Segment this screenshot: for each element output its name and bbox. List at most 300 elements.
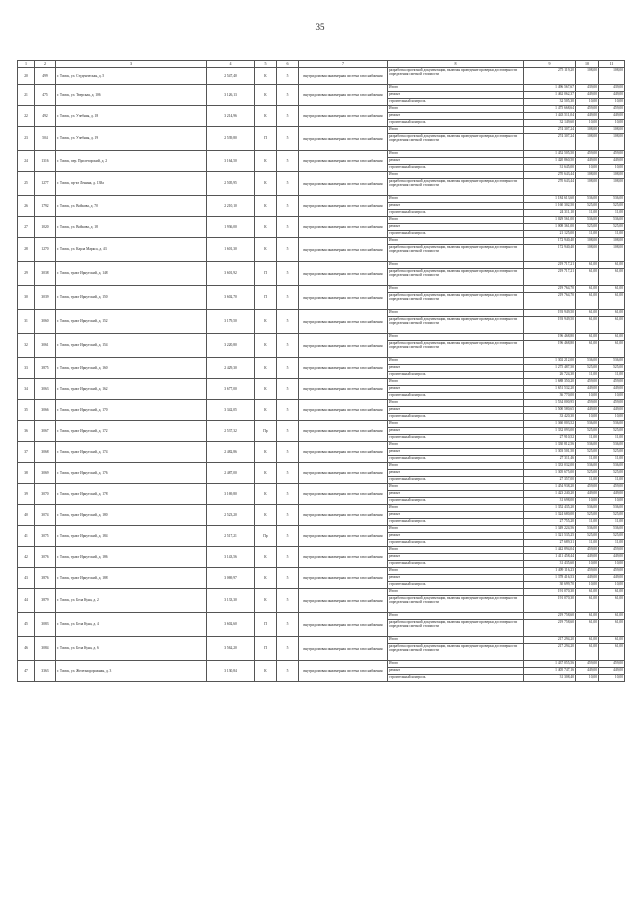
house-id: 1316 <box>35 151 56 172</box>
unit-cost: 11,00 <box>576 456 599 463</box>
wall-type: К <box>255 484 277 505</box>
work-type: ремонт <box>388 158 524 165</box>
work-type: строительный контроль <box>388 582 524 589</box>
address: г. Томск, тракт Иркутский, д. 162 <box>56 379 207 400</box>
unit-cost: 525,00 <box>576 449 599 456</box>
cost: 1 160 302,50 <box>524 203 576 210</box>
address: г. Томск, тракт Иркутский, д. 186 <box>56 547 207 568</box>
row-number: 27 <box>18 217 35 238</box>
floors: 5 <box>277 421 299 442</box>
unit-cost: 536,00 <box>576 358 599 365</box>
engineering-system: внутридомовая инженерная система газоснабжения <box>299 127 388 151</box>
address: г. Томск, ул. Войкова, д. 70 <box>56 196 207 217</box>
row-number: 31 <box>18 310 35 334</box>
engineering-system: внутридомовая инженерная система газоснабжения <box>299 262 388 286</box>
address: г. Томск, ул. Бела Куна, д. 4 <box>56 613 207 637</box>
area: 1 936,00 <box>207 217 255 238</box>
unit-cost: 61,00 <box>576 341 599 358</box>
house-id: 3083 <box>35 613 56 637</box>
unit-cost: 536,00 <box>576 442 599 449</box>
cost: 219 764,70 <box>524 286 576 293</box>
house-id: 3039 <box>35 286 56 310</box>
cost: 219 758,60 <box>524 613 576 620</box>
work-type: разработка проектной документации, включая проведение проверки достоверности определения сметной стоимости <box>388 644 524 661</box>
work-type: ремонт <box>388 512 524 519</box>
house-id: 492 <box>35 106 56 127</box>
wall-type: К <box>255 661 277 682</box>
wall-type: К <box>255 238 277 262</box>
work-type: строительный контроль <box>388 519 524 526</box>
max-unit-cost: 536,00 <box>599 442 625 449</box>
floors: 5 <box>277 238 299 262</box>
unit-cost: 61,00 <box>576 613 599 620</box>
wall-type: К <box>255 442 277 463</box>
row-number: 20 <box>18 68 35 85</box>
floors: 5 <box>277 85 299 106</box>
max-unit-cost: 459,00 <box>599 106 625 113</box>
floors: 5 <box>277 661 299 682</box>
engineering-system: внутридомовая инженерная система газоснабжения <box>299 637 388 661</box>
work-type: ремонт <box>388 533 524 540</box>
work-type: Итого <box>388 661 524 668</box>
cost: 1 500 580,65 <box>524 407 576 414</box>
table-row <box>18 379 625 386</box>
floors: 5 <box>277 196 299 217</box>
max-unit-cost: 108,00 <box>599 127 625 134</box>
table-row <box>18 442 625 449</box>
max-unit-cost: 10,00 <box>599 165 625 172</box>
address: г. Томск, тракт Иркутский, д. 160 <box>56 358 207 379</box>
max-unit-cost: 449,00 <box>599 92 625 99</box>
cost: 274 307,24 <box>524 134 576 151</box>
unit-cost: 61,00 <box>576 644 599 661</box>
unit-cost: 61,00 <box>576 286 599 293</box>
work-type: разработка проектной документации, включая проведение проверки достоверности определения сметной стоимости <box>388 245 524 262</box>
table-row <box>18 547 625 554</box>
engineering-system: внутридомовая инженерная система газоснабжения <box>299 286 388 310</box>
area: 3 342,05 <box>207 400 255 421</box>
max-unit-cost: 10,00 <box>599 99 625 106</box>
unit-cost: 10,00 <box>576 498 599 505</box>
max-unit-cost: 536,00 <box>599 358 625 365</box>
engineering-system: внутридомовая инженерная система газоснабжения <box>299 106 388 127</box>
max-unit-cost: 61,00 <box>599 589 625 596</box>
floors: 5 <box>277 442 299 463</box>
work-type: ремонт <box>388 92 524 99</box>
row-number: 45 <box>18 613 35 637</box>
header-cell: 1 <box>18 61 35 68</box>
work-type: разработка проектной документации, включая проведение проверки достоверности определения сметной стоимости <box>388 596 524 613</box>
unit-cost: 536,00 <box>576 463 599 470</box>
work-type: строительный контроль <box>388 477 524 484</box>
max-unit-cost: 536,00 <box>599 526 625 533</box>
table-row <box>18 568 625 575</box>
unit-cost: 459,00 <box>576 379 599 386</box>
unit-cost: 108,00 <box>576 68 599 85</box>
work-type: Итого <box>388 310 524 317</box>
engineering-system: внутридомовая инженерная система газоснабжения <box>299 310 388 334</box>
area: 3 133,30 <box>207 589 255 613</box>
max-unit-cost: 61,00 <box>599 293 625 310</box>
cost: 219 717,21 <box>524 262 576 269</box>
max-unit-cost: 439,00 <box>599 85 625 92</box>
house-id: 3063 <box>35 379 56 400</box>
unit-cost: 525,00 <box>576 203 599 210</box>
address: г. Томск, тракт Иркутский, д. 172 <box>56 421 207 442</box>
unit-cost: 449,00 <box>576 113 599 120</box>
max-unit-cost: 525,00 <box>599 512 625 519</box>
address: г. Томск, ул. Бела Куна, д. 2 <box>56 589 207 613</box>
table-row <box>18 217 625 224</box>
cost: 27 755,20 <box>524 519 576 526</box>
max-unit-cost: 459,00 <box>599 151 625 158</box>
header-cell: 3 <box>56 61 207 68</box>
unit-cost: 108,00 <box>576 172 599 179</box>
max-unit-cost: 536,00 <box>599 505 625 512</box>
max-unit-cost: 61,00 <box>599 310 625 317</box>
max-unit-cost: 61,00 <box>599 269 625 286</box>
address: г. Томск, тракт Иркутский, д. 184 <box>56 526 207 547</box>
cost: 191 070,30 <box>524 596 576 613</box>
house-id: 1792 <box>35 196 56 217</box>
engineering-system: внутридомовая инженерная система газоснабжения <box>299 400 388 421</box>
max-unit-cost: 11,00 <box>599 435 625 442</box>
cost: 196 468,80 <box>524 341 576 358</box>
unit-cost: 61,00 <box>576 589 599 596</box>
work-type: ремонт <box>388 491 524 498</box>
max-unit-cost: 536,00 <box>599 196 625 203</box>
unit-cost: 459,00 <box>576 568 599 575</box>
cost: 31 308,40 <box>524 675 576 682</box>
floors: 5 <box>277 568 299 589</box>
unit-cost: 459,00 <box>576 106 599 113</box>
cost: 1 302 212,00 <box>524 358 576 365</box>
work-type: строительный контроль <box>388 210 524 217</box>
floors: 5 <box>277 505 299 526</box>
row-number: 37 <box>18 442 35 463</box>
row-number: 46 <box>18 637 35 661</box>
max-unit-cost: 459,00 <box>599 400 625 407</box>
unit-cost: 108,00 <box>576 134 599 151</box>
max-unit-cost: 10,00 <box>599 675 625 682</box>
work-type: Итого <box>388 238 524 245</box>
unit-cost: 536,00 <box>576 421 599 428</box>
wall-type: К <box>255 68 277 85</box>
row-number: 42 <box>18 547 35 568</box>
table-row <box>18 613 625 620</box>
cost: 1 442 894,04 <box>524 547 576 554</box>
address: г. Томск, ул. Учебная, д. 19 <box>56 127 207 151</box>
cost: 219 758,60 <box>524 620 576 637</box>
cost: 1 349 224,56 <box>524 526 576 533</box>
engineering-system: внутридомовая инженерная система газоснабжения <box>299 547 388 568</box>
row-number: 24 <box>18 151 35 172</box>
unit-cost: 525,00 <box>576 365 599 372</box>
cost: 31 645,00 <box>524 165 576 172</box>
engineering-system: внутридомовая инженерная система газоснабжения <box>299 85 388 106</box>
work-type: ремонт <box>388 386 524 393</box>
work-type: разработка проектной документации, включая проведение проверки достоверности определения сметной стоимости <box>388 341 524 358</box>
house-id: 3066 <box>35 400 56 421</box>
max-unit-cost: 10,00 <box>599 561 625 568</box>
max-unit-cost: 525,00 <box>599 224 625 231</box>
work-type: разработка проектной документации, включая проведение проверки достоверности определения сметной стоимости <box>388 134 524 151</box>
address: г. Томск, ул. Бела Куна, д. 6 <box>56 637 207 661</box>
cost: 275 119,20 <box>524 68 576 85</box>
unit-cost: 11,00 <box>576 519 599 526</box>
work-type: строительный контроль <box>388 393 524 400</box>
house-id: 3363 <box>35 661 56 682</box>
house-id: 3068 <box>35 442 56 463</box>
wall-type: К <box>255 463 277 484</box>
cost: 1 443 511,04 <box>524 113 576 120</box>
row-number: 32 <box>18 334 35 358</box>
max-unit-cost: 449,00 <box>599 158 625 165</box>
unit-cost: 10,00 <box>576 393 599 400</box>
header-cell: 11 <box>599 61 625 68</box>
cost: 1 378 416,53 <box>524 575 576 582</box>
cost: 1 496 567,67 <box>524 85 576 92</box>
floors: 5 <box>277 613 299 637</box>
cost: 172 940,40 <box>524 238 576 245</box>
area: 2 539,80 <box>207 127 255 151</box>
wall-type: К <box>255 547 277 568</box>
unit-cost: 61,00 <box>576 293 599 310</box>
floors: 5 <box>277 379 299 400</box>
header-cell: 2 <box>35 61 56 68</box>
cost: 1 352 435,20 <box>524 505 576 512</box>
address: г. Томск, тракт Иркутский, д. 150 <box>56 286 207 310</box>
unit-cost: 108,00 <box>576 245 599 262</box>
max-unit-cost: 11,00 <box>599 540 625 547</box>
header-cell: 5 <box>255 61 277 68</box>
cost: 193 949,50 <box>524 310 576 317</box>
row-number: 33 <box>18 358 35 379</box>
cost: 1 423 240,20 <box>524 491 576 498</box>
row-number: 21 <box>18 85 35 106</box>
house-id: 499 <box>35 68 56 85</box>
wall-type: К <box>255 589 277 613</box>
address: г. Томск, ул. Карла Маркса, д. 43 <box>56 238 207 262</box>
engineering-system: внутридомовая инженерная система газоснабжения <box>299 68 388 85</box>
house-id: 3060 <box>35 310 56 334</box>
engineering-system: внутридомовая инженерная система газоснабжения <box>299 505 388 526</box>
floors: 5 <box>277 463 299 484</box>
address: г. Томск, ул. Студенческая, д. 5 <box>56 68 207 85</box>
unit-cost: 459,00 <box>576 661 599 668</box>
work-type: разработка проектной документации, включая проведение проверки достоверности определения сметной стоимости <box>388 620 524 637</box>
floors: 5 <box>277 127 299 151</box>
work-type: Итого <box>388 589 524 596</box>
cost: 1 324 680,00 <box>524 512 576 519</box>
max-unit-cost: 525,00 <box>599 533 625 540</box>
unit-cost: 449,00 <box>576 386 599 393</box>
wall-type: К <box>255 106 277 127</box>
unit-cost: 449,00 <box>576 575 599 582</box>
max-unit-cost: 10,00 <box>599 582 625 589</box>
max-unit-cost: 10,00 <box>599 498 625 505</box>
unit-cost: 108,00 <box>576 179 599 196</box>
cost: 1 333 032,00 <box>524 463 576 470</box>
cost: 217 294,20 <box>524 644 576 661</box>
work-type: Итого <box>388 196 524 203</box>
area: 3 069,97 <box>207 568 255 589</box>
work-type: Итого <box>388 613 524 620</box>
cost: 1 534 000,95 <box>524 400 576 407</box>
header-cell: 6 <box>277 61 299 68</box>
row-number: 44 <box>18 589 35 613</box>
row-number: 25 <box>18 172 35 196</box>
wall-type: К <box>255 310 277 334</box>
work-type: строительный контроль <box>388 561 524 568</box>
cost: 33 420,30 <box>524 414 576 421</box>
house-id: 3075 <box>35 526 56 547</box>
unit-cost: 11,00 <box>576 477 599 484</box>
area: 2 429,30 <box>207 358 255 379</box>
table-row <box>18 589 625 596</box>
cost: 1 305 675,00 <box>524 470 576 477</box>
wall-type: П <box>255 613 277 637</box>
cost: 172 940,40 <box>524 245 576 262</box>
unit-cost: 11,00 <box>576 540 599 547</box>
floors: 5 <box>277 106 299 127</box>
max-unit-cost: 459,00 <box>599 379 625 386</box>
wall-type: К <box>255 334 277 358</box>
engineering-system: внутридомовая инженерная система газоснабжения <box>299 568 388 589</box>
unit-cost: 10,00 <box>576 675 599 682</box>
max-unit-cost: 61,00 <box>599 596 625 613</box>
work-type: строительный контроль <box>388 231 524 238</box>
cost: 32 149,60 <box>524 120 576 127</box>
cost: 1 409 116,23 <box>524 568 576 575</box>
max-unit-cost: 525,00 <box>599 365 625 372</box>
row-number: 34 <box>18 379 35 400</box>
work-type: ремонт <box>388 449 524 456</box>
max-unit-cost: 525,00 <box>599 470 625 477</box>
row-number: 35 <box>18 400 35 421</box>
house-id: 3061 <box>35 334 56 358</box>
unit-cost: 61,00 <box>576 262 599 269</box>
area: 2 487,00 <box>207 463 255 484</box>
table-row <box>18 334 625 341</box>
cost: 1 332 093,00 <box>524 428 576 435</box>
address: г. Томск, тракт Иркутский, д. 152 <box>56 310 207 334</box>
max-unit-cost: 108,00 <box>599 68 625 85</box>
cost: 1 651 532,20 <box>524 386 576 393</box>
floors: 5 <box>277 172 299 196</box>
work-type: строительный контроль <box>388 120 524 127</box>
max-unit-cost: 536,00 <box>599 463 625 470</box>
cost: 1 420 860,50 <box>524 158 576 165</box>
address: г. Томск, пр-кт Ленина, д. 138а <box>56 172 207 196</box>
max-unit-cost: 11,00 <box>599 372 625 379</box>
floors: 5 <box>277 151 299 172</box>
unit-cost: 61,00 <box>576 334 599 341</box>
engineering-system: внутридомовая инженерная система газоснабжения <box>299 334 388 358</box>
cost: 1 184 613,60 <box>524 196 576 203</box>
cost: 1 275 487,50 <box>524 365 576 372</box>
work-type: Итого <box>388 421 524 428</box>
max-unit-cost: 10,00 <box>599 414 625 421</box>
cost: 270 643,44 <box>524 179 576 196</box>
area: 3 179,50 <box>207 310 255 334</box>
floors: 5 <box>277 334 299 358</box>
cost: 1 029 561,00 <box>524 217 576 224</box>
house-id: 3074 <box>35 505 56 526</box>
floors: 5 <box>277 547 299 568</box>
cost: 31 698,00 <box>524 498 576 505</box>
floors: 5 <box>277 262 299 286</box>
table-row <box>18 238 625 245</box>
unit-cost: 525,00 <box>576 428 599 435</box>
table-row <box>18 463 625 470</box>
unit-cost: 10,00 <box>576 99 599 106</box>
table-row <box>18 85 625 92</box>
cost: 1 452 505,50 <box>524 151 576 158</box>
cost: 193 949,50 <box>524 317 576 334</box>
unit-cost: 11,00 <box>576 435 599 442</box>
work-type: Итого <box>388 127 524 134</box>
max-unit-cost: 459,00 <box>599 484 625 491</box>
unit-cost: 10,00 <box>576 561 599 568</box>
max-unit-cost: 61,00 <box>599 286 625 293</box>
max-unit-cost: 10,00 <box>599 393 625 400</box>
unit-cost: 449,00 <box>576 407 599 414</box>
max-unit-cost: 525,00 <box>599 203 625 210</box>
area: 2 537,32 <box>207 421 255 442</box>
area: 3 602,70 <box>207 286 255 310</box>
table-row <box>18 421 625 428</box>
work-type: Итого <box>388 637 524 644</box>
floors: 5 <box>277 358 299 379</box>
area: 3 214,96 <box>207 106 255 127</box>
unit-cost: 439,00 <box>576 85 599 92</box>
max-unit-cost: 61,00 <box>599 637 625 644</box>
max-unit-cost: 61,00 <box>599 620 625 637</box>
work-type: Итого <box>388 217 524 224</box>
cost: 30 699,70 <box>524 582 576 589</box>
row-number: 41 <box>18 526 35 547</box>
row-number: 40 <box>18 505 35 526</box>
table-row <box>18 400 625 407</box>
max-unit-cost: 61,00 <box>599 613 625 620</box>
max-unit-cost: 536,00 <box>599 421 625 428</box>
work-type: строительный контроль <box>388 165 524 172</box>
unit-cost: 449,00 <box>576 491 599 498</box>
address: г. Томск, тракт Иркутский, д. 170 <box>56 400 207 421</box>
table-row <box>18 637 625 644</box>
row-number: 28 <box>18 238 35 262</box>
house-id: 1277 <box>35 172 56 196</box>
engineering-system: внутридомовая инженерная система газоснабжения <box>299 151 388 172</box>
engineering-system: внутридомовая инженерная система газоснабжения <box>299 172 388 196</box>
engineering-system: внутридомовая инженерная система газоснабжения <box>299 379 388 400</box>
max-unit-cost: 108,00 <box>599 134 625 151</box>
row-number: 43 <box>18 568 35 589</box>
unit-cost: 61,00 <box>576 620 599 637</box>
cost: 196 468,80 <box>524 334 576 341</box>
engineering-system: внутридомовая инженерная система газоснабжения <box>299 526 388 547</box>
address: г. Томск, ул. Учебная, д. 18 <box>56 106 207 127</box>
unit-cost: 61,00 <box>576 310 599 317</box>
unit-cost: 61,00 <box>576 637 599 644</box>
table-row <box>18 127 625 134</box>
wall-type: К <box>255 217 277 238</box>
wall-type: Пр <box>255 526 277 547</box>
max-unit-cost: 61,00 <box>599 341 625 358</box>
max-unit-cost: 459,00 <box>599 661 625 668</box>
unit-cost: 10,00 <box>576 414 599 421</box>
